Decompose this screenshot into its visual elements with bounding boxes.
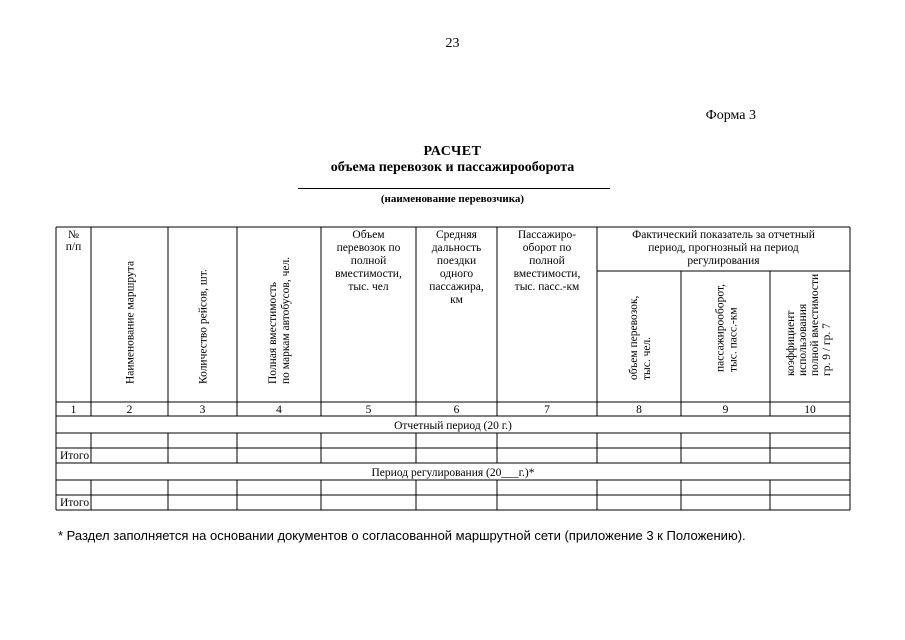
column-number: 2 xyxy=(126,404,133,416)
column-number: 1 xyxy=(70,404,77,416)
carrier-caption: (наименование перевозчика) xyxy=(380,193,525,205)
header-col6: поездки xyxy=(436,255,477,267)
header-col6: пассажира, xyxy=(429,281,484,293)
header-col7: Пассажиро- xyxy=(517,229,577,241)
column-number: 8 xyxy=(636,404,642,416)
header-group: Фактический показатель за отчетный xyxy=(632,229,815,241)
header-group: период, прогнозный на период xyxy=(648,242,799,254)
header-col5: полной xyxy=(350,255,387,267)
header-col6: одного xyxy=(439,268,474,280)
header-col9: пассажирооборот, xyxy=(714,283,727,372)
document-title: РАСЧЕТ xyxy=(423,144,482,159)
document-subtitle: объема перевозок и пассажирооборота xyxy=(330,160,575,175)
column-number: 7 xyxy=(544,404,550,416)
header-col7: тыс. пасс.-км xyxy=(514,281,580,293)
header-col10: полной вместимости xyxy=(809,273,821,376)
header-col4: по маркам автобусов, чел. xyxy=(280,256,292,384)
header-col10: использования xyxy=(797,303,809,376)
footnote: * Раздел заполняется на основании документов о согласованной маршрутной сети (приложение 3 к Положению). xyxy=(58,528,746,543)
section-reporting-period: Отчетный период (20 г.) xyxy=(394,420,512,432)
form-label: Форма 3 xyxy=(705,108,756,123)
total-label: Итого xyxy=(60,497,90,509)
column-number: 9 xyxy=(722,404,729,416)
header-col5: перевозок по xyxy=(336,242,401,254)
column-number: 4 xyxy=(276,404,282,416)
header-col6: км xyxy=(450,294,463,306)
header-col7: оборот по xyxy=(522,242,572,254)
header-col6: Средняя xyxy=(436,229,477,241)
header-col10: коэффициент xyxy=(785,310,797,376)
header-col5: вместимости, xyxy=(335,268,402,280)
header-col10: гр. 9 / гр. 7 xyxy=(821,323,833,376)
header-col8: тыс. чел. xyxy=(641,336,653,380)
column-number: 3 xyxy=(199,404,206,416)
header-col6: дальность xyxy=(431,242,482,254)
header-col3: Количество рейсов, шт. xyxy=(197,269,210,384)
total-label: Итого xyxy=(60,450,90,462)
section-regulation-period: Период регулирования (20___г.)* xyxy=(371,467,535,479)
header-col1: № xyxy=(68,229,79,241)
column-number: 6 xyxy=(453,404,460,416)
header-col5: тыс. чел xyxy=(348,281,389,293)
header-col7: вместимости, xyxy=(513,268,581,280)
header-col7: полной xyxy=(529,255,565,267)
header-col5: Объем xyxy=(352,229,385,241)
header-col1: п/п xyxy=(65,241,82,253)
header-col4: Полная вместимость xyxy=(267,282,279,384)
page-number: 23 xyxy=(445,36,460,51)
column-number: 10 xyxy=(804,404,816,416)
column-number: 5 xyxy=(365,404,372,416)
header-group: регулирования xyxy=(687,255,760,267)
header-col9: тыс. пасс.-км xyxy=(727,307,740,372)
header-col8: объем перевозок, xyxy=(628,295,640,380)
header-col2: Наименование маршрута xyxy=(124,260,137,384)
